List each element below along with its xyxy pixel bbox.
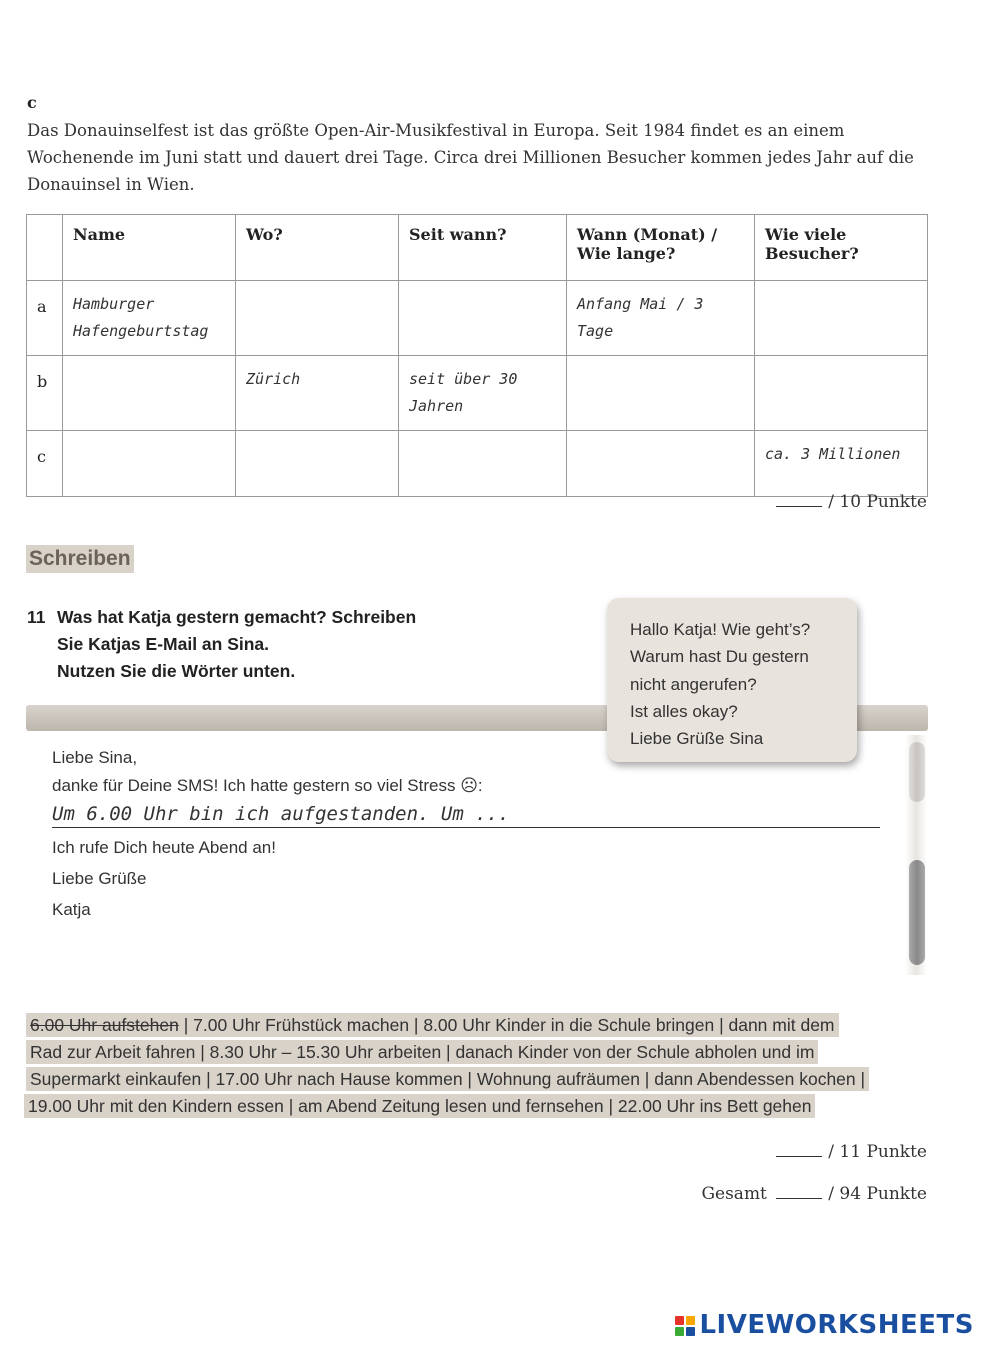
email-line: danke für Deine SMS! Ich hatte gestern so viel Stress ☹: [52,776,483,795]
header-cell: Wann (Monat) / Wie lange? [567,215,755,281]
word-bank-text: 19.00 Uhr mit den Kindern essen | am Abend Zeitung lesen und fernsehen | 22.00 Uhr ins Bett gehen [24,1094,815,1118]
answer-cell[interactable]: ca. 3 Millionen [755,431,928,497]
sms-line: Warum hast Du gestern [630,647,809,667]
header-cell: Name [63,215,236,281]
task-line: Sie Katjas E-Mail an Sina. [57,634,270,654]
score-blank[interactable] [776,1156,822,1157]
answer-cell[interactable] [399,431,567,497]
score-blank[interactable] [776,1198,822,1199]
table-row [27,356,928,431]
table-header-row [27,215,928,281]
task-instructions [27,604,416,685]
email-closing: Liebe Grüße [52,869,147,888]
answer-cell[interactable]: Zürich [236,356,399,431]
table-row [27,431,928,497]
answer-cell[interactable] [63,431,236,497]
word-bank [26,1012,926,1120]
sms-text [630,616,810,752]
answer-cell[interactable]: seit über 30 Jahren [399,356,567,431]
header-cell: Wo? [236,215,399,281]
intro-text: Das Donauinselfest ist das größte Open-Air-Musikfestival in Europa. Seit 1984 findet es an einem Wochenende im Juni statt und dauert drei Tage. Circa drei Millionen Besucher kommen jedes Jahr auf die Donauinsel in Wien. [27,121,914,194]
row-label: c [27,431,63,497]
answer-cell[interactable] [755,281,928,356]
header-cell [27,215,63,281]
points-label: / 10 Punkte [828,492,927,512]
sms-line: Ist alles okay? [630,701,738,721]
total-points: / 94 Punkte [828,1184,927,1204]
header-cell: Seit wann? [399,215,567,281]
word-bank-struck: 6.00 Uhr aufstehen [30,1015,179,1035]
score-blank[interactable] [776,506,822,507]
answer-cell[interactable] [399,281,567,356]
answer-cell[interactable] [63,356,236,431]
row-label: b [27,356,63,431]
total-score [701,1184,927,1204]
word-bank-text: Supermarkt einkaufen | 17.00 Uhr nach Hause kommen | Wohnung aufräumen | dann Abendessen kochen | [26,1067,869,1091]
email-signature: Katja [52,900,91,919]
answer-cell[interactable] [755,356,928,431]
total-label: Gesamt [701,1184,767,1204]
logo-grid-icon [675,1316,695,1336]
points-label: / 11 Punkte [828,1142,927,1162]
task-line: Nutzen Sie die Wörter unten. [57,661,296,681]
scrollbar-thumb[interactable] [909,860,925,965]
answer-cell[interactable] [236,431,399,497]
festival-table [26,214,928,497]
section-heading: Schreiben [26,545,134,573]
liveworksheets-logo [675,1310,974,1340]
answer-cell[interactable]: Anfang Mai / 3 Tage [567,281,755,356]
answer-cell[interactable] [236,281,399,356]
task-number: 11 [27,607,46,627]
row-label: a [27,281,63,356]
sms-line: Hallo Katja! Wie geht’s? [630,620,811,639]
email-line: Ich rufe Dich heute Abend an! [52,838,276,857]
email-greeting: Liebe Sina, [52,748,138,767]
word-bank-text: Rad zur Arbeit fahren | 8.30 Uhr – 15.30 Uhr arbeiten | danach Kinder von der Schule abholen und im [26,1040,818,1064]
sms-line: nicht angerufen? [630,674,757,694]
table-row [27,281,928,356]
task-line: Was hat Katja gestern gemacht? Schreiben [57,607,417,627]
answer-cell[interactable] [567,431,755,497]
points-score-2 [776,1142,927,1162]
section-letter: c [27,93,37,112]
word-bank-text: | 7.00 Uhr Frühstück machen | 8.00 Uhr Kinder in die Schule bringen | dann mit dem [178,1015,835,1035]
email-answer-line[interactable] [52,803,880,828]
answer-cell[interactable]: Hamburger Hafengeburtstag [63,281,236,356]
logo-text: LIVEWORKSHEETS [699,1310,974,1340]
scrollbar-thumb-upper[interactable] [909,742,925,802]
points-score-1 [776,492,927,512]
answer-cell[interactable] [567,356,755,431]
header-cell: Wie viele Besucher? [755,215,928,281]
handwritten-answer: Um 6.00 Uhr bin ich aufgestanden. Um ... [52,803,510,825]
sms-line: Liebe Grüße Sina [630,729,764,749]
